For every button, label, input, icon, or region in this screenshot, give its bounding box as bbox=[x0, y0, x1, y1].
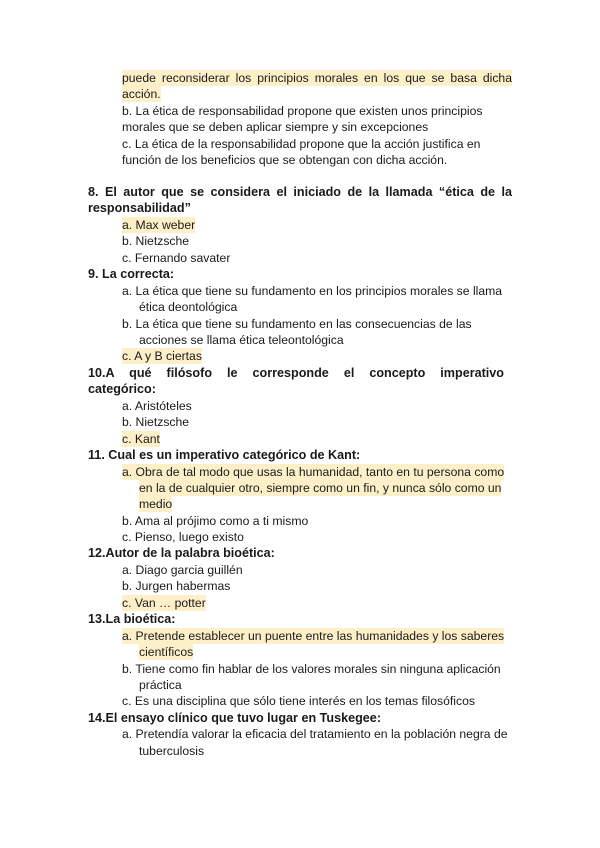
question-9-option-b-line1: b. La ética que tiene su fundamento en las consecuencias de las bbox=[122, 317, 472, 331]
question-14-option-a-line2: tuberculosis bbox=[139, 744, 205, 758]
prev-answer-c-line2: función de los beneficios que se obtengan con dicha acción. bbox=[122, 153, 448, 167]
question-13-option-a-line1: a. Pretende establecer un puente entre las humanidades y los saberes bbox=[122, 629, 505, 643]
question-13-option-c: c. Es una disciplina que sólo tiene interés en los temas filosóficos bbox=[122, 694, 475, 708]
question-11-option-a-line1: a. Obra de tal modo que usas la humanidad, tanto en tu persona como bbox=[122, 465, 505, 479]
prev-answer-a-line2: acción. bbox=[122, 87, 161, 101]
question-8-title-line2: responsabilidad” bbox=[88, 201, 191, 215]
question-13-option-b-line1: b. Tiene como fin hablar de los valores morales sin ninguna aplicación bbox=[122, 662, 501, 676]
question-10-option-a: a. Aristóteles bbox=[122, 399, 192, 413]
question-14-title: 14.El ensayo clínico que tuvo lugar en Tuskegee: bbox=[88, 711, 382, 725]
question-8-option-c: c. Fernando savater bbox=[122, 251, 231, 265]
question-13-option-a-line2: científicos bbox=[139, 645, 194, 659]
question-11-option-a-line3: medio bbox=[139, 497, 173, 511]
prev-answer-c-line1: c. La ética de la responsabilidad propone que la acción justifica en bbox=[122, 137, 481, 151]
question-14-option-a-line1: a. Pretendía valorar la eficacia del tratamiento en la población negra de bbox=[122, 727, 508, 741]
prev-answer-b-line2: morales que se deben aplicar siempre y sin excepciones bbox=[122, 120, 429, 134]
question-12-option-b: b. Jurgen habermas bbox=[122, 579, 231, 593]
question-10-option-b: b. Nietzsche bbox=[122, 415, 190, 429]
prev-answer-b-line1: b. La ética de responsabilidad propone que existen unos principios bbox=[122, 104, 483, 118]
question-12-option-c: c. Van … potter bbox=[122, 596, 206, 610]
question-10-title-line2: categórico: bbox=[88, 382, 156, 396]
question-13-option-b-line2: práctica bbox=[139, 678, 182, 692]
question-10-title-line1: 10.A qué filósofo le corresponde el concepto imperativo bbox=[88, 366, 504, 380]
question-10-option-c: c. Kant bbox=[122, 432, 160, 446]
question-12-option-a: a. Diago garcia guillén bbox=[122, 563, 243, 577]
question-12-title: 12.Autor de la palabra bioética: bbox=[88, 546, 275, 560]
question-11-option-a-line2: en la de cualquier otro, siempre como un fin, y nunca sólo como un bbox=[139, 481, 502, 495]
prev-answer-a-line1: puede reconsiderar los principios morales en los que se basa dicha bbox=[122, 71, 512, 85]
question-9-option-b-line2: acciones se llama ética teleontológica bbox=[139, 333, 344, 347]
question-13-title: 13.La bioética: bbox=[88, 612, 176, 626]
question-9-option-a-line2: ética deontológica bbox=[139, 300, 238, 314]
question-11-option-c: c. Pienso, luego existo bbox=[122, 530, 244, 544]
question-9-option-a-line1: a. La ética que tiene su fundamento en los principios morales se llama bbox=[122, 284, 503, 298]
question-8-option-b: b. Nietzsche bbox=[122, 234, 190, 248]
question-11-title: 11. Cual es un imperativo categórico de Kant: bbox=[88, 448, 361, 462]
question-9-title: 9. La correcta: bbox=[88, 267, 175, 281]
question-9-option-c: c. A y B ciertas bbox=[122, 349, 202, 363]
question-8-option-a: a. Max weber bbox=[122, 218, 196, 232]
question-11-option-b: b. Ama al prójimo como a ti mismo bbox=[122, 514, 309, 528]
question-8-title-line1: 8. El autor que se considera el iniciado de la llamada “ética de la bbox=[88, 185, 512, 199]
